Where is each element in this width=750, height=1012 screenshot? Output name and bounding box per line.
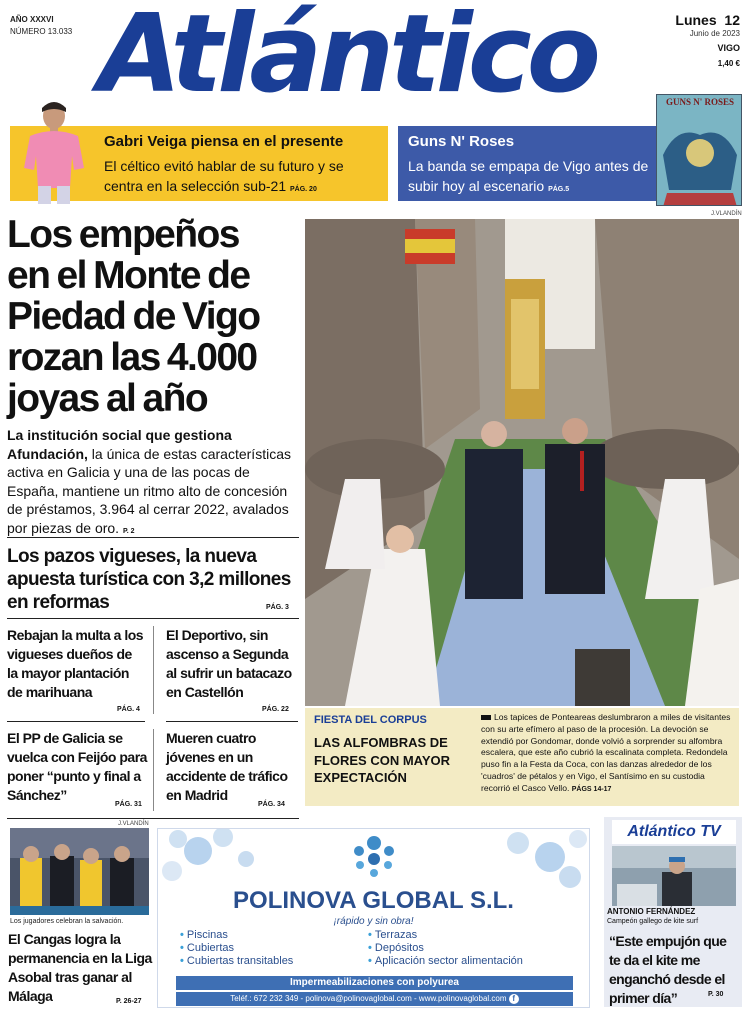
ad-services-left bbox=[180, 929, 293, 968]
photo-credit: J.VLANDÍN bbox=[711, 211, 742, 217]
teaser-title: Gabri Veiga piensa en el presente bbox=[104, 133, 344, 150]
page-ref: PÁG.5 bbox=[548, 186, 570, 193]
headline-line: Los empeños bbox=[7, 213, 239, 256]
brief-headline[interactable]: El Deportivo, sin ascenso a Segunda al sufrir un batacazo en Castellón bbox=[166, 627, 292, 700]
handball-caption: Los jugadores celebran la salvación. bbox=[10, 918, 124, 925]
headline-line: en el Monte de bbox=[7, 254, 250, 297]
page-ref: PÁG. 20 bbox=[290, 186, 317, 193]
atlantico-tv-box[interactable] bbox=[604, 817, 742, 1007]
bubbles-decoration bbox=[158, 829, 590, 889]
teaser-guns-n-roses[interactable] bbox=[398, 126, 656, 201]
ad-slogan: ¡rápido y sin obra! bbox=[333, 916, 414, 927]
lead-headline[interactable] bbox=[7, 214, 302, 419]
page-ref: PÁG. 3 bbox=[266, 604, 289, 611]
column-rule bbox=[153, 626, 154, 714]
lead-summary bbox=[7, 426, 297, 541]
ad-contact-text: Teléf.: 672 232 349 - polinova@polinovaglobal.com - www.polinovaglobal.com bbox=[230, 994, 507, 1003]
column-rule bbox=[153, 729, 154, 811]
edition-city: VIGO bbox=[717, 43, 740, 53]
interview-quote: “Este empujón que te da el kite me enganchó desde el primer día” bbox=[609, 933, 727, 1006]
month-year: Junio de 2023 bbox=[689, 29, 740, 38]
divider bbox=[7, 537, 299, 538]
headline-line: rozan las 4.000 bbox=[7, 336, 257, 379]
year-label: AÑO XXXVI bbox=[10, 15, 54, 24]
page-ref: P. 26-27 bbox=[116, 998, 142, 1005]
price: 1,40 € bbox=[717, 59, 740, 68]
page-ref: PÁGS 14-17 bbox=[571, 785, 612, 793]
weekday: Lunes bbox=[675, 12, 717, 28]
caption-text: Los tapices de Ponteareas deslumbraron a miles de visitantes con su arte efímero al paso de la procesión. La devoción se extendió por Gondomar, donde volvió a sorprender su alfombra escalera, que este año cubrió la escalinata completa. Redondela puso fin a la Festa da Coca, con las danzas alrededor de los 'cuadros' de pétalos y en Vigo, el Santísimo en su custodia recorrió el Casco Vello. bbox=[481, 712, 731, 793]
ad-service: • Cubiertas bbox=[180, 942, 293, 955]
ad-service: • Terrazas bbox=[368, 929, 523, 942]
footballer-photo bbox=[12, 96, 96, 204]
teaser-title: Guns N' Roses bbox=[408, 133, 515, 150]
page-ref: P. 30 bbox=[708, 991, 724, 998]
caption-headline[interactable]: LAS ALFOMBRAS DE FLORES CON MAYOR EXPECTACIÓN bbox=[314, 735, 451, 785]
handball-photo[interactable] bbox=[10, 828, 149, 915]
date-block bbox=[675, 12, 740, 68]
headline-line: Piedad de Vigo bbox=[7, 295, 260, 338]
lead-summary-text: la única de estas características activa en Galicia y una de las pocas de España, mantiene un ritmo alto de concesión de préstamos, 3.964 al cerrar 2022, avalados por piezas de oro. bbox=[7, 445, 291, 536]
ad-band: Impermeabilizaciones con polyurea bbox=[176, 976, 573, 990]
teaser-body: El céltico evitó hablar de su futuro y se centra en la selección sub-21 bbox=[104, 158, 344, 194]
interviewee-desc: Campeón gallego de kite surf bbox=[607, 918, 699, 925]
newspaper-logo[interactable]: Atlántico bbox=[98, 0, 596, 117]
page-ref: PÁG. 31 bbox=[115, 801, 142, 808]
lead-summary-bold: La institución social que gestiona Afundación, bbox=[7, 427, 232, 462]
polinova-ad[interactable] bbox=[157, 828, 590, 1008]
page-ref: P. 2 bbox=[122, 527, 135, 535]
kite-surfer-photo bbox=[612, 846, 736, 906]
brief-headline[interactable]: Rebajan la multa a los vigueses dueños de la mayor plantación de marihuana bbox=[7, 627, 144, 700]
pazos-headline[interactable]: Los pazos vigueses, la nueva apuesta turística con 3,2 millones en reformas bbox=[7, 546, 291, 613]
brief-headline[interactable]: Mueren cuatro jóvenes en un accidente de tráfico en Madrid bbox=[166, 730, 288, 803]
tv-title: Atlántico TV bbox=[612, 820, 736, 844]
divider bbox=[7, 818, 299, 819]
masthead-info bbox=[10, 14, 72, 38]
page-ref: PÁG. 22 bbox=[262, 706, 289, 713]
day-number: 12 bbox=[724, 12, 740, 28]
ad-service: • Depósitos bbox=[368, 942, 523, 955]
ad-company-name: POLINOVA GLOBAL S.L. bbox=[233, 887, 514, 914]
caption-body bbox=[481, 712, 733, 796]
page-ref: PÁG. 4 bbox=[117, 706, 140, 713]
weekday-line bbox=[675, 12, 740, 28]
bullet-bar bbox=[481, 715, 491, 720]
svg-text:GUNS N' ROSES: GUNS N' ROSES bbox=[665, 97, 735, 107]
ad-service: • Cubiertas transitables bbox=[180, 955, 293, 968]
handball-headline[interactable]: El Cangas logra la permanencia en la Liga Asobal tras ganar al Málaga bbox=[8, 931, 152, 1004]
album-art bbox=[656, 94, 742, 206]
caption-kicker: FIESTA DEL CORPUS bbox=[314, 714, 427, 726]
divider bbox=[7, 618, 299, 619]
divider bbox=[7, 721, 145, 722]
teaser-text bbox=[408, 156, 652, 200]
photo-caption-box bbox=[305, 708, 739, 806]
page-ref: PÁG. 34 bbox=[258, 801, 285, 808]
divider bbox=[166, 721, 298, 722]
facebook-icon[interactable]: f bbox=[509, 994, 519, 1004]
ad-services-right bbox=[368, 929, 523, 968]
issue-number: NÚMERO 13.033 bbox=[10, 27, 73, 36]
photo-credit: J.VLANDÍN bbox=[118, 821, 149, 827]
ad-service: • Aplicación sector alimentación bbox=[368, 955, 523, 968]
ad-service: • Piscinas bbox=[180, 929, 293, 942]
teaser-text bbox=[104, 156, 384, 200]
teaser-body: La banda se empapa de Vigo antes de subir hoy al escenario bbox=[408, 158, 649, 194]
brief-headline[interactable]: El PP de Galicia se vuelca con Feijóo para poner “punto y final a Sánchez” bbox=[7, 730, 147, 803]
headline-line: joyas al año bbox=[7, 377, 208, 420]
ad-contact bbox=[176, 992, 573, 1006]
corpus-procession-photo[interactable] bbox=[305, 219, 739, 706]
interviewee-name: ANTONIO FERNÁNDEZ bbox=[607, 907, 696, 916]
